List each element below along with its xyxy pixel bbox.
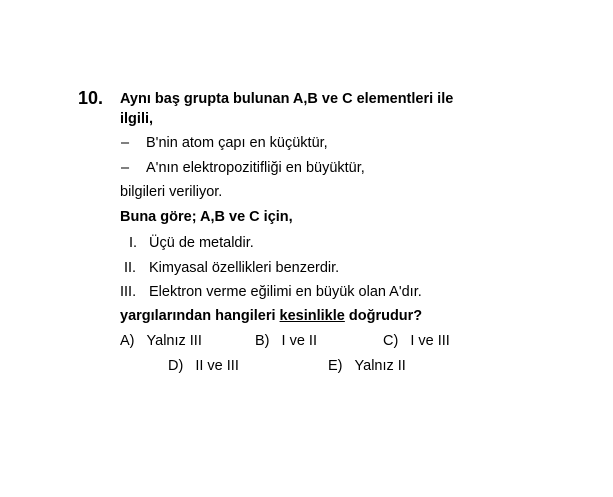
statement-numeral: I. — [129, 235, 138, 251]
question-stem-line1: Aynı baş grupta bulunan A,B ve C elementleri ile — [120, 91, 454, 107]
option-letter: E) — [328, 358, 343, 374]
ask-text-before: yargılarından hangileri — [120, 308, 280, 324]
statement-text: Üçü de metaldir. — [149, 235, 254, 251]
option-text: Yalnız III — [146, 333, 202, 349]
question-ask — [120, 308, 422, 324]
option-letter: B) — [255, 333, 270, 349]
option-c[interactable] — [383, 333, 450, 349]
ask-emphasis: kesinlikle — [279, 308, 345, 324]
info-line: bilgileri veriliyor. — [120, 184, 223, 200]
bullet-text: B'nin atom çapı en küçüktür, — [146, 135, 328, 151]
option-letter: D) — [168, 358, 184, 374]
option-text: II ve III — [195, 358, 239, 374]
option-a[interactable] — [120, 333, 202, 349]
bullet-dash: – — [121, 160, 130, 176]
statement-numeral: III. — [120, 284, 137, 300]
prompt-line: Buna göre; A,B ve C için, — [120, 209, 293, 225]
question-stem-line2: ilgili, — [120, 111, 154, 127]
option-text: I ve III — [410, 333, 450, 349]
option-d[interactable] — [168, 358, 239, 374]
ask-text-after: doğrudur? — [344, 308, 423, 324]
bullet-dash: – — [121, 135, 130, 151]
option-letter: C) — [383, 333, 399, 349]
statement-text: Kimyasal özellikleri benzerdir. — [149, 260, 340, 276]
option-e[interactable] — [328, 358, 406, 374]
bullet-text: A'nın elektropozitifliği en büyüktür, — [146, 160, 365, 176]
statement-text: Elektron verme eğilimi en büyük olan A'dır. — [149, 284, 422, 300]
option-letter: A) — [120, 333, 135, 349]
option-b[interactable] — [255, 333, 317, 349]
statement-numeral: II. — [124, 260, 137, 276]
question-number: 10. — [78, 88, 104, 108]
option-text: I ve II — [281, 333, 317, 349]
option-text: Yalnız II — [354, 358, 406, 374]
